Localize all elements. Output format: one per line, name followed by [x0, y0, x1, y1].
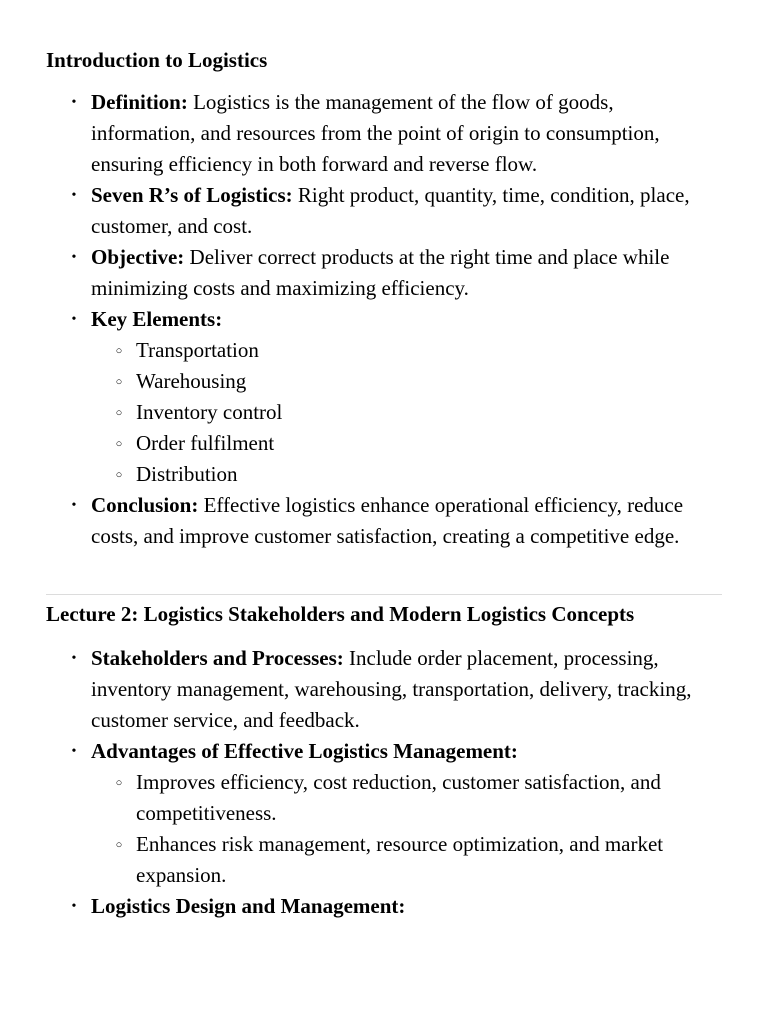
bullet-icon: • — [71, 312, 77, 327]
circle-bullet-icon: ○ — [115, 376, 123, 388]
sub-item-text: Transportation — [136, 338, 259, 362]
item-label: Objective: — [91, 245, 185, 269]
sub-item-text: Enhances risk management, resource optimization, and market expansion. — [136, 832, 664, 887]
item-text: Include order placement, processing, inventory management, warehousing, transportation, delivery, tracking, customer service, and feedback. — [91, 646, 692, 732]
sub-list-item — [115, 335, 722, 366]
sub-item-text: Warehousing — [136, 369, 247, 393]
list-item — [71, 891, 722, 922]
sub-list-item — [115, 459, 722, 490]
item-text: Effective logistics enhance operational efficiency, reduce costs, and improve customer satisfaction, creating a competitive edge. — [91, 493, 684, 548]
item-label: Definition: — [91, 90, 188, 114]
circle-bullet-icon: ○ — [115, 777, 123, 789]
sub-item-text: Order fulfilment — [136, 431, 275, 455]
sub-list-item — [115, 397, 722, 428]
section-lecture-2 — [46, 599, 722, 922]
circle-bullet-icon: ○ — [115, 839, 123, 851]
list-item — [71, 180, 722, 242]
item-label: Advantages of Effective Logistics Management: — [91, 739, 518, 763]
bullet-icon: • — [71, 250, 77, 265]
list-item — [71, 736, 722, 891]
sub-item-text: Improves efficiency, cost reduction, customer satisfaction, and competitiveness. — [136, 770, 661, 825]
section-introduction — [46, 45, 722, 552]
item-label: Logistics Design and Management: — [91, 894, 406, 918]
item-label: Stakeholders and Processes: — [91, 646, 344, 670]
list-item — [71, 304, 722, 490]
bullet-icon: • — [71, 651, 77, 666]
item-text: Right product, quantity, time, condition, place, customer, and cost. — [91, 183, 690, 238]
sub-bullet-list — [91, 335, 722, 490]
item-text: Deliver correct products at the right time and place while minimizing costs and maximizing efficiency. — [91, 245, 670, 300]
sub-list-item — [115, 366, 722, 397]
item-label: Key Elements: — [91, 307, 223, 331]
circle-bullet-icon: ○ — [115, 407, 123, 419]
sub-list-item — [115, 428, 722, 459]
circle-bullet-icon: ○ — [115, 438, 123, 450]
sub-list-item — [115, 767, 722, 829]
bullet-icon: • — [71, 95, 77, 110]
list-item — [71, 643, 722, 736]
sub-bullet-list — [91, 767, 722, 891]
bullet-icon: • — [71, 498, 77, 513]
list-item — [71, 490, 722, 552]
item-label: Conclusion: — [91, 493, 199, 517]
section-heading: Introduction to Logistics — [46, 48, 268, 72]
bullet-icon: • — [71, 188, 77, 203]
bullet-list — [46, 643, 722, 922]
section-divider — [46, 594, 722, 595]
sub-item-text: Inventory control — [136, 400, 283, 424]
bullet-list — [46, 87, 722, 552]
circle-bullet-icon: ○ — [115, 469, 123, 481]
item-label: Seven R’s of Logistics: — [91, 183, 293, 207]
sub-item-text: Distribution — [136, 462, 238, 486]
list-item — [71, 242, 722, 304]
circle-bullet-icon: ○ — [115, 345, 123, 357]
list-item — [71, 87, 722, 180]
bullet-icon: • — [71, 899, 77, 914]
bullet-icon: • — [71, 744, 77, 759]
section-heading: Lecture 2: Logistics Stakeholders and Modern Logistics Concepts — [46, 602, 635, 626]
item-text: Logistics is the management of the flow of goods, information, and resources from the point of origin to consumption, ensuring efficiency in both forward and reverse flow. — [91, 90, 660, 176]
sub-list-item — [115, 829, 722, 891]
